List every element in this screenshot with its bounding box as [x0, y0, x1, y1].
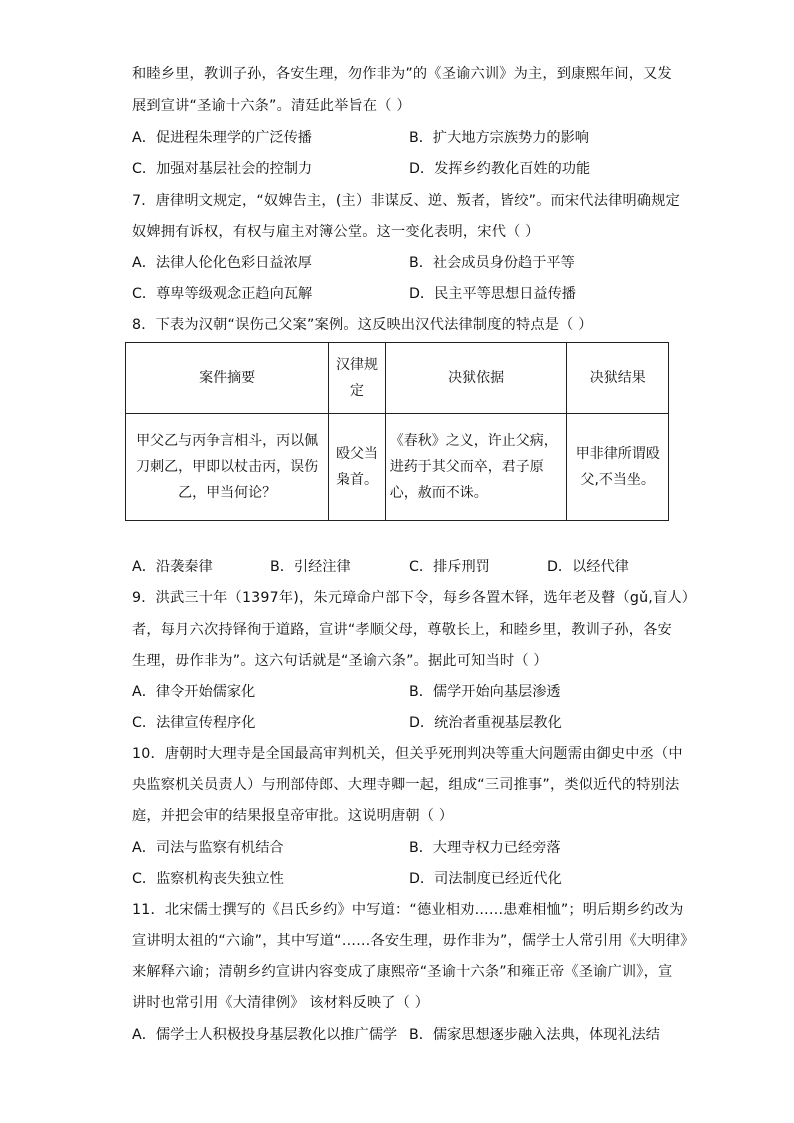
text-line: 来解释六谕；清朝乡约宣讲内容变成了康熙帝“圣谕十六条”和雍正帝《圣谕广训》，宣	[132, 964, 673, 980]
question-7: 7．唐律明文规定，“奴婢告主，(主）非谋反、逆、叛者，皆绞”。而宋代法律明确规定	[132, 193, 681, 209]
table-cell: 《春秋》之义，许止父病，进药于其父而卒，君子原心，赦而不诛。	[385, 414, 567, 521]
table-header-row	[126, 343, 669, 414]
text-line: 生理，毋作非为”。这六句话就是“圣谕六条”。据此可知当时（ ）	[132, 653, 548, 669]
option-a: A．促进程朱理学的广泛传播	[132, 130, 312, 146]
table-header-cell: 汉律规定	[329, 343, 386, 414]
option-b: B．大理寺权力已经旁落	[409, 840, 561, 856]
text-line: 奴婢拥有诉权，有权与雇主对簿公堂。这一变化表明，宋代（ ）	[132, 224, 540, 240]
table-header-cell: 决狱依据	[385, 343, 567, 414]
option-d: D．统治者重视基层教化	[409, 715, 562, 731]
option-b: B．社会成员身份趋于平等	[409, 255, 575, 271]
option-c: C．监察机构丧失独立性	[132, 871, 284, 887]
option-d: D．司法制度已经近代化	[409, 871, 562, 887]
option-a: A．沿袭秦律	[132, 559, 213, 575]
text-line: 和睦乡里，教训子孙，各安生理，勿作非为”的《圣谕六训》为主，到康熙年间，又发	[132, 66, 672, 82]
option-c: C．尊卑等级观念正趋向瓦解	[132, 286, 313, 302]
option-b: B．儒学开始向基层渗透	[409, 684, 561, 700]
table-header-cell: 决狱结果	[567, 343, 669, 414]
text-line: 者，每月六次持铎徇于道路，宣讲“孝顺父母，尊敬长上，和睦乡里，教训子孙，各安	[132, 622, 672, 638]
table-header-cell: 案件摘要	[126, 343, 329, 414]
table-cell: 殴父当枭首。	[329, 414, 386, 521]
option-b: B．儒家思想逐步融入法典，体现礼法结	[409, 1027, 660, 1043]
option-b: B．引经注律	[270, 559, 351, 575]
option-d: D．发挥乡约教化百姓的功能	[409, 161, 591, 177]
option-a: A．律令开始儒家化	[132, 684, 256, 700]
table-cell: 甲父乙与丙争言相斗，丙以佩刀刺乙，甲即以杖击丙，误伤乙，甲当何论？	[126, 414, 329, 521]
option-d: D．民主平等思想日益传播	[409, 286, 576, 302]
text-line: 讲时也常引用《大清律例》 该材料反映了（ ）	[132, 995, 430, 1011]
table-cell: 甲非律所谓殴父,不当坐。	[567, 414, 669, 521]
text-line: 宣讲明太祖的“六谕”，其中写道“……各安生理，毋作非为”，儒学士人常引用《大明律》	[132, 933, 695, 949]
text-line: 央监察机关员责人）与刑部侍郎、大理寺卿一起，组成“三司推事”，类似近代的特别法	[132, 777, 680, 793]
question-9: 9．洪武三十年（1397年)，朱元璋命户部下令，每乡各置木铎，选年老及瞽（gǔ,盲人）	[132, 590, 697, 606]
option-d: D．以经代律	[547, 559, 629, 575]
option-c: C．排斥刑罚	[409, 559, 490, 575]
option-a: A．司法与监察有机结合	[132, 840, 284, 856]
option-c: C．加强对基层社会的控制力	[132, 161, 313, 177]
question-11: 11．北宋儒士撰写的《吕氏乡约》中写道：“德业相劝……患难相恤”；明后期乡约改为	[132, 902, 684, 918]
option-a: A．法律人伦化色彩日益浓厚	[132, 255, 312, 271]
option-b: B．扩大地方宗族势力的影响	[409, 130, 589, 146]
text-line: 展到宣讲“圣谕十六条”。清廷此举旨在（ ）	[132, 98, 411, 114]
option-a: A．儒学士人积极投身基层教化以推广儒学	[132, 1027, 398, 1043]
table-row	[126, 414, 669, 521]
question-10: 10．唐朝时大理寺是全国最高审判机关，但关乎死刑判决等重大问题需由御史中丞（中	[132, 746, 683, 762]
case-table	[125, 342, 669, 521]
option-c: C．法律宣传程序化	[132, 715, 256, 731]
text-line: 庭，并把会审的结果报皇帝审批。这说明唐朝（ ）	[132, 808, 454, 824]
question-8: 8．下表为汉朝“误伤己父案”案例。这反映出汉代法律制度的特点是（ ）	[132, 317, 593, 333]
